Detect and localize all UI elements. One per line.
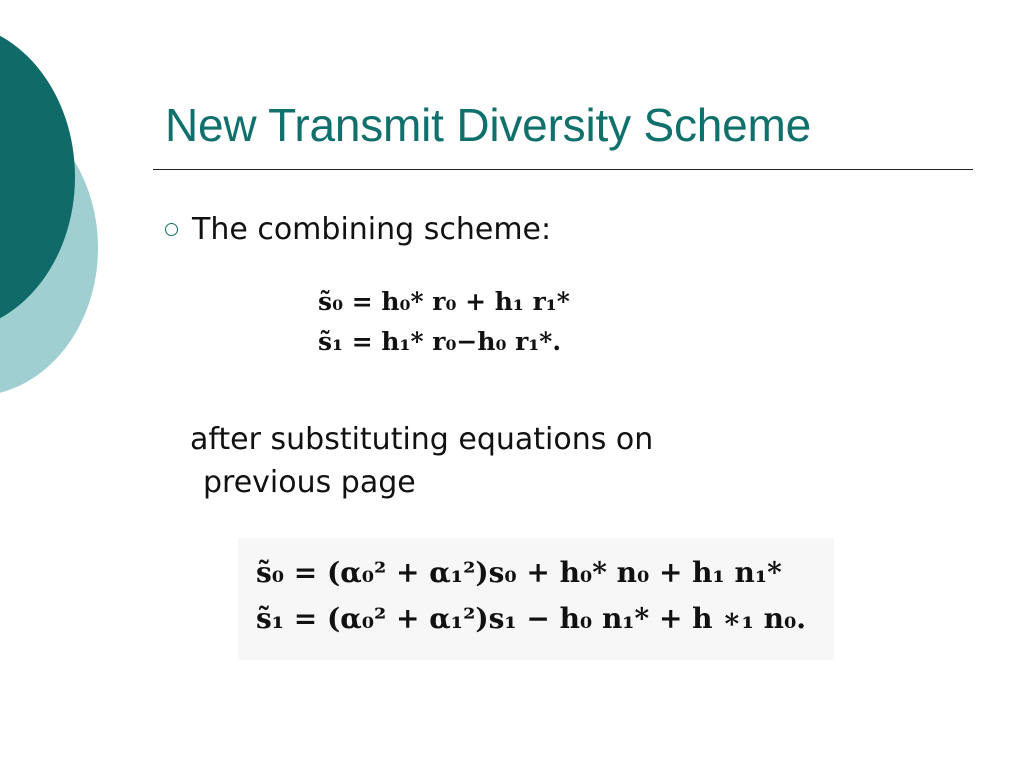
bullet-item: [165, 212, 551, 247]
equation-line: s̃₀ = (α₀² + α₁²)s₀ + h₀* n₀ + h₁ n₁*: [256, 556, 782, 589]
title-divider: [153, 169, 973, 170]
substituted-equations: [238, 538, 834, 660]
equation-line: s̃₀ = h₀* r₀ + h₁ r₁*: [318, 287, 570, 316]
combining-equations: [318, 282, 570, 362]
bullet-text: The combining scheme:: [192, 212, 552, 247]
hollow-circle-bullet-icon: [165, 223, 178, 236]
equation-line: s̃₁ = h₁* r₀−h₀ r₁*.: [318, 327, 562, 356]
body-text-line: after substituting equations on: [190, 422, 654, 457]
body-paragraph: [190, 418, 653, 504]
slide-title: New Transmit Diversity Scheme: [165, 99, 812, 151]
body-text-line: previous page: [203, 465, 416, 500]
equation-line: s̃₁ = (α₀² + α₁²)s₁ − h₀ n₁* + h ∗₁ n₀.: [256, 602, 806, 635]
